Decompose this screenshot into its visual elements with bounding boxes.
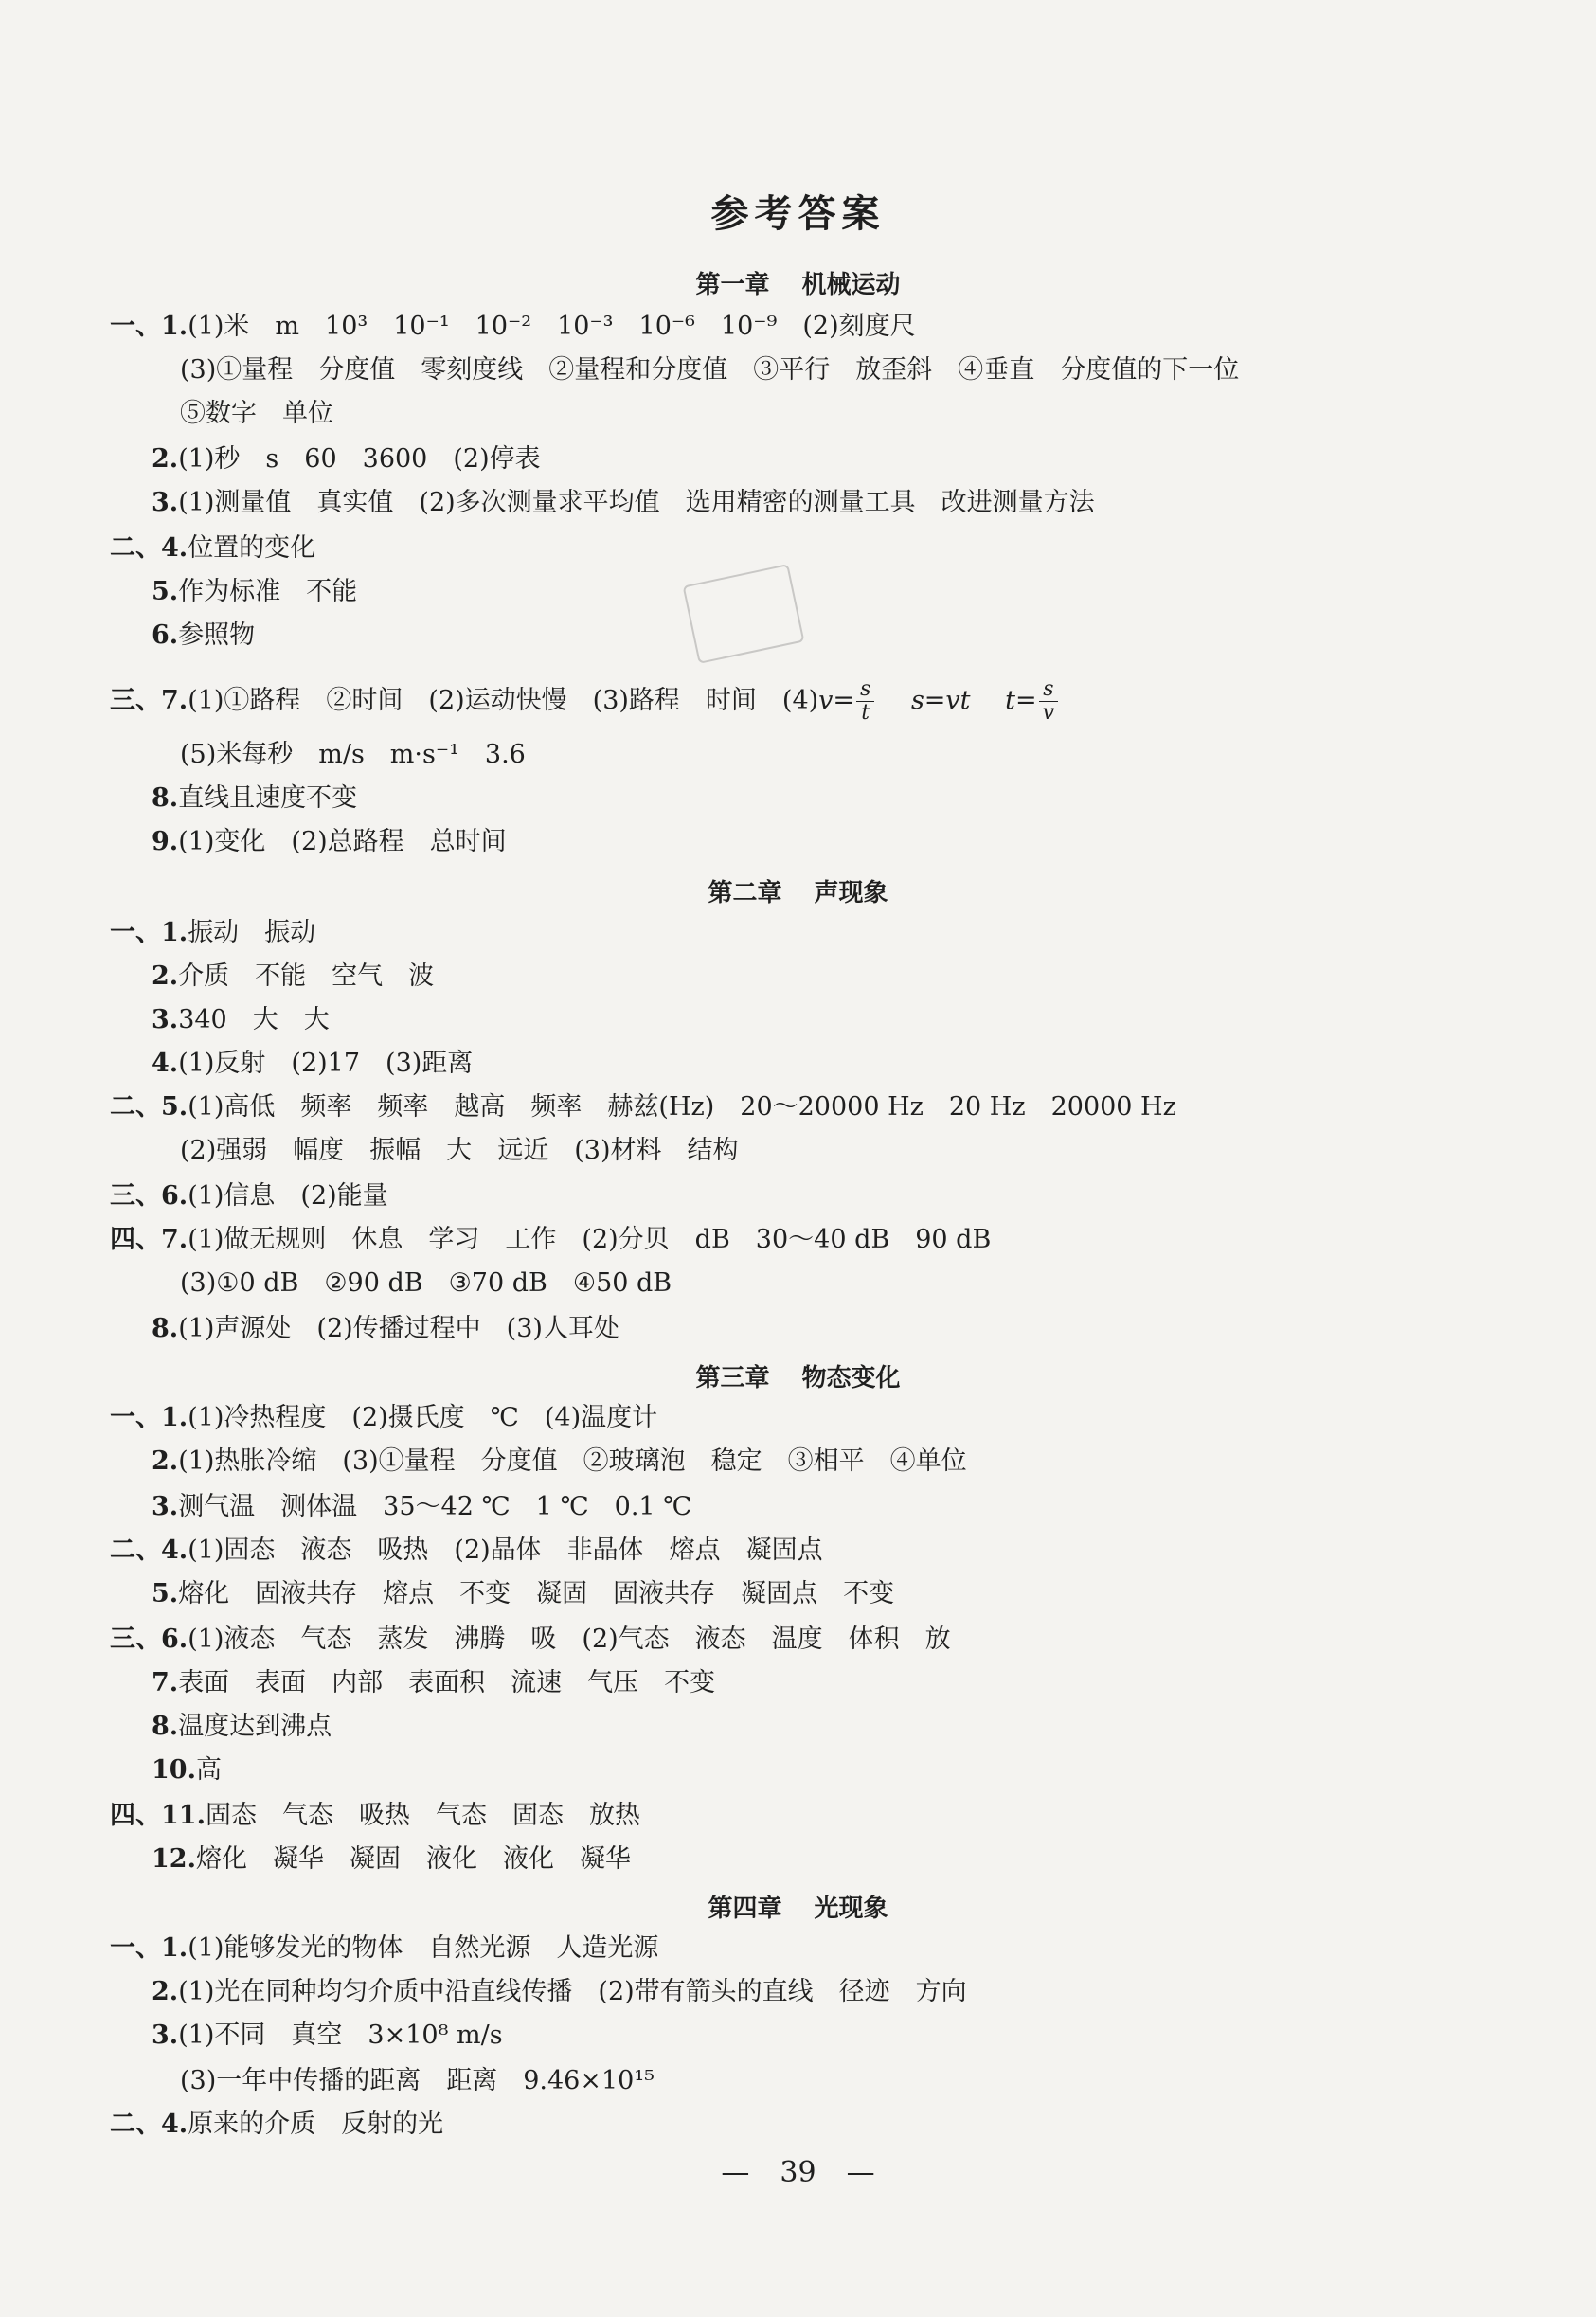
answer-line: 5.作为标准 不能 xyxy=(152,577,358,606)
answer-line: 7.表面 表面 内部 表面积 流速 气压 不变 xyxy=(152,1668,716,1697)
answer-line: 8.直线且速度不变 xyxy=(152,783,358,813)
page-number: — 39 — xyxy=(721,2156,875,2189)
answer-line: 10.高 xyxy=(152,1755,222,1785)
answer-line: 一、1.振动 振动 xyxy=(110,918,316,947)
answer-line: (5)米每秒 m/s m·s⁻¹ 3.6 xyxy=(180,740,526,769)
answer-line: 9.(1)变化 (2)总路程 总时间 xyxy=(152,827,507,856)
answer-line: 一、1.(1)米 m 10³ 10⁻¹ 10⁻² 10⁻³ 10⁻⁶ 10⁻⁹ (2)刻度尺 xyxy=(110,312,916,341)
answer-line: 3.340 大 大 xyxy=(152,1005,330,1034)
answer-line: 二、4.位置的变化 xyxy=(110,533,316,563)
answer-line: 2.介质 不能 空气 波 xyxy=(152,961,435,991)
chapter-heading: 第二章 声现象 xyxy=(708,879,888,907)
answer-line: 四、7.(1)做无规则 休息 学习 工作 (2)分贝 dB 30～40 dB 90 dB xyxy=(110,1225,992,1254)
fraction: $\frac{s}{t}$ xyxy=(856,678,874,725)
answer-line: 8.(1)声源处 (2)传播过程中 (3)人耳处 xyxy=(152,1314,619,1343)
answer-line: 二、5.(1)高低 频率 频率 越高 频率 赫兹(Hz) 20～20000 Hz 20 Hz 20000 Hz xyxy=(110,1092,1176,1122)
answer-line: 8.温度达到沸点 xyxy=(152,1712,332,1741)
answer-line: 一、1.(1)冷热程度 (2)摄氏度 ℃ (4)温度计 xyxy=(110,1403,658,1432)
answer-line: 二、4.原来的介质 反射的光 xyxy=(110,2110,444,2139)
answer-line: 2.(1)热胀冷缩 (3)①量程 分度值 ②玻璃泡 稳定 ③相平 ④单位 xyxy=(152,1446,967,1476)
answer-line: ⑤数字 单位 xyxy=(180,399,333,428)
answer-line: (3)一年中传播的距离 距离 9.46×10¹⁵ xyxy=(180,2066,655,2095)
answer-line: 2.(1)光在同种均匀介质中沿直线传播 (2)带有箭头的直线 径迹 方向 xyxy=(152,1977,967,2006)
chapter-heading xyxy=(0,265,1596,300)
fraction: $\frac{s}{v}$ xyxy=(1039,678,1058,725)
answer-line: 5.熔化 固液共存 熔点 不变 凝固 固液共存 凝固点 不变 xyxy=(152,1579,895,1608)
answer-line: (3)①量程 分度值 零刻度线 ②量程和分度值 ③平行 放歪斜 ④垂直 分度值的下一位 xyxy=(180,355,1240,385)
answer-line: (2)强弱 幅度 振幅 大 远近 (3)材料 结构 xyxy=(180,1136,739,1165)
answer-line: 一、1.(1)能够发光的物体 自然光源 人造光源 xyxy=(110,1933,659,1963)
chapter-heading: 第四章 光现象 xyxy=(708,1895,888,1923)
answer-line: 3.(1)不同 真空 3×10⁸ m/s xyxy=(152,2021,503,2050)
answer-line: 3.(1)测量值 真实值 (2)多次测量求平均值 选用精密的测量工具 改进测量方法 xyxy=(152,488,1095,517)
answer-line: 二、4.(1)固态 液态 吸热 (2)晶体 非晶体 熔点 凝固点 xyxy=(110,1536,823,1565)
stamp-mark xyxy=(683,564,805,664)
answer-line: 6.参照物 xyxy=(152,620,256,650)
answer-line: 三、6.(1)液态 气态 蒸发 沸腾 吸 (2)气态 液态 温度 体积 放 xyxy=(110,1625,951,1654)
answer-line: 3.测气温 测体温 35～42 ℃ 1 ℃ 0.1 ℃ xyxy=(152,1492,692,1521)
chapter-name: 机械运动 xyxy=(801,271,901,299)
page-title: 参考答案 xyxy=(710,192,886,236)
answer-line: 四、11.固态 气态 吸热 气态 固态 放热 xyxy=(110,1801,640,1830)
chapter-heading: 第三章 物态变化 xyxy=(695,1364,901,1392)
answer-line: 4.(1)反射 (2)17 (3)距离 xyxy=(152,1049,474,1078)
chapter-number: 第一章 xyxy=(695,271,770,299)
answer-line-formula: 三、7.(1)①路程 ②时间 (2)运动快慢 (3)路程 时间 (4)v= $\frac{s}{t}$ s=vt t= $\frac{s}{v}$ xyxy=(110,678,1060,725)
answer-line: 2.(1)秒 s 60 3600 (2)停表 xyxy=(152,444,541,474)
answer-line: 三、6.(1)信息 (2)能量 xyxy=(110,1181,388,1211)
answer-line: (3)①0 dB ②90 dB ③70 dB ④50 dB xyxy=(180,1268,672,1298)
answer-line: 12.熔化 凝华 凝固 液化 液化 凝华 xyxy=(152,1844,631,1874)
